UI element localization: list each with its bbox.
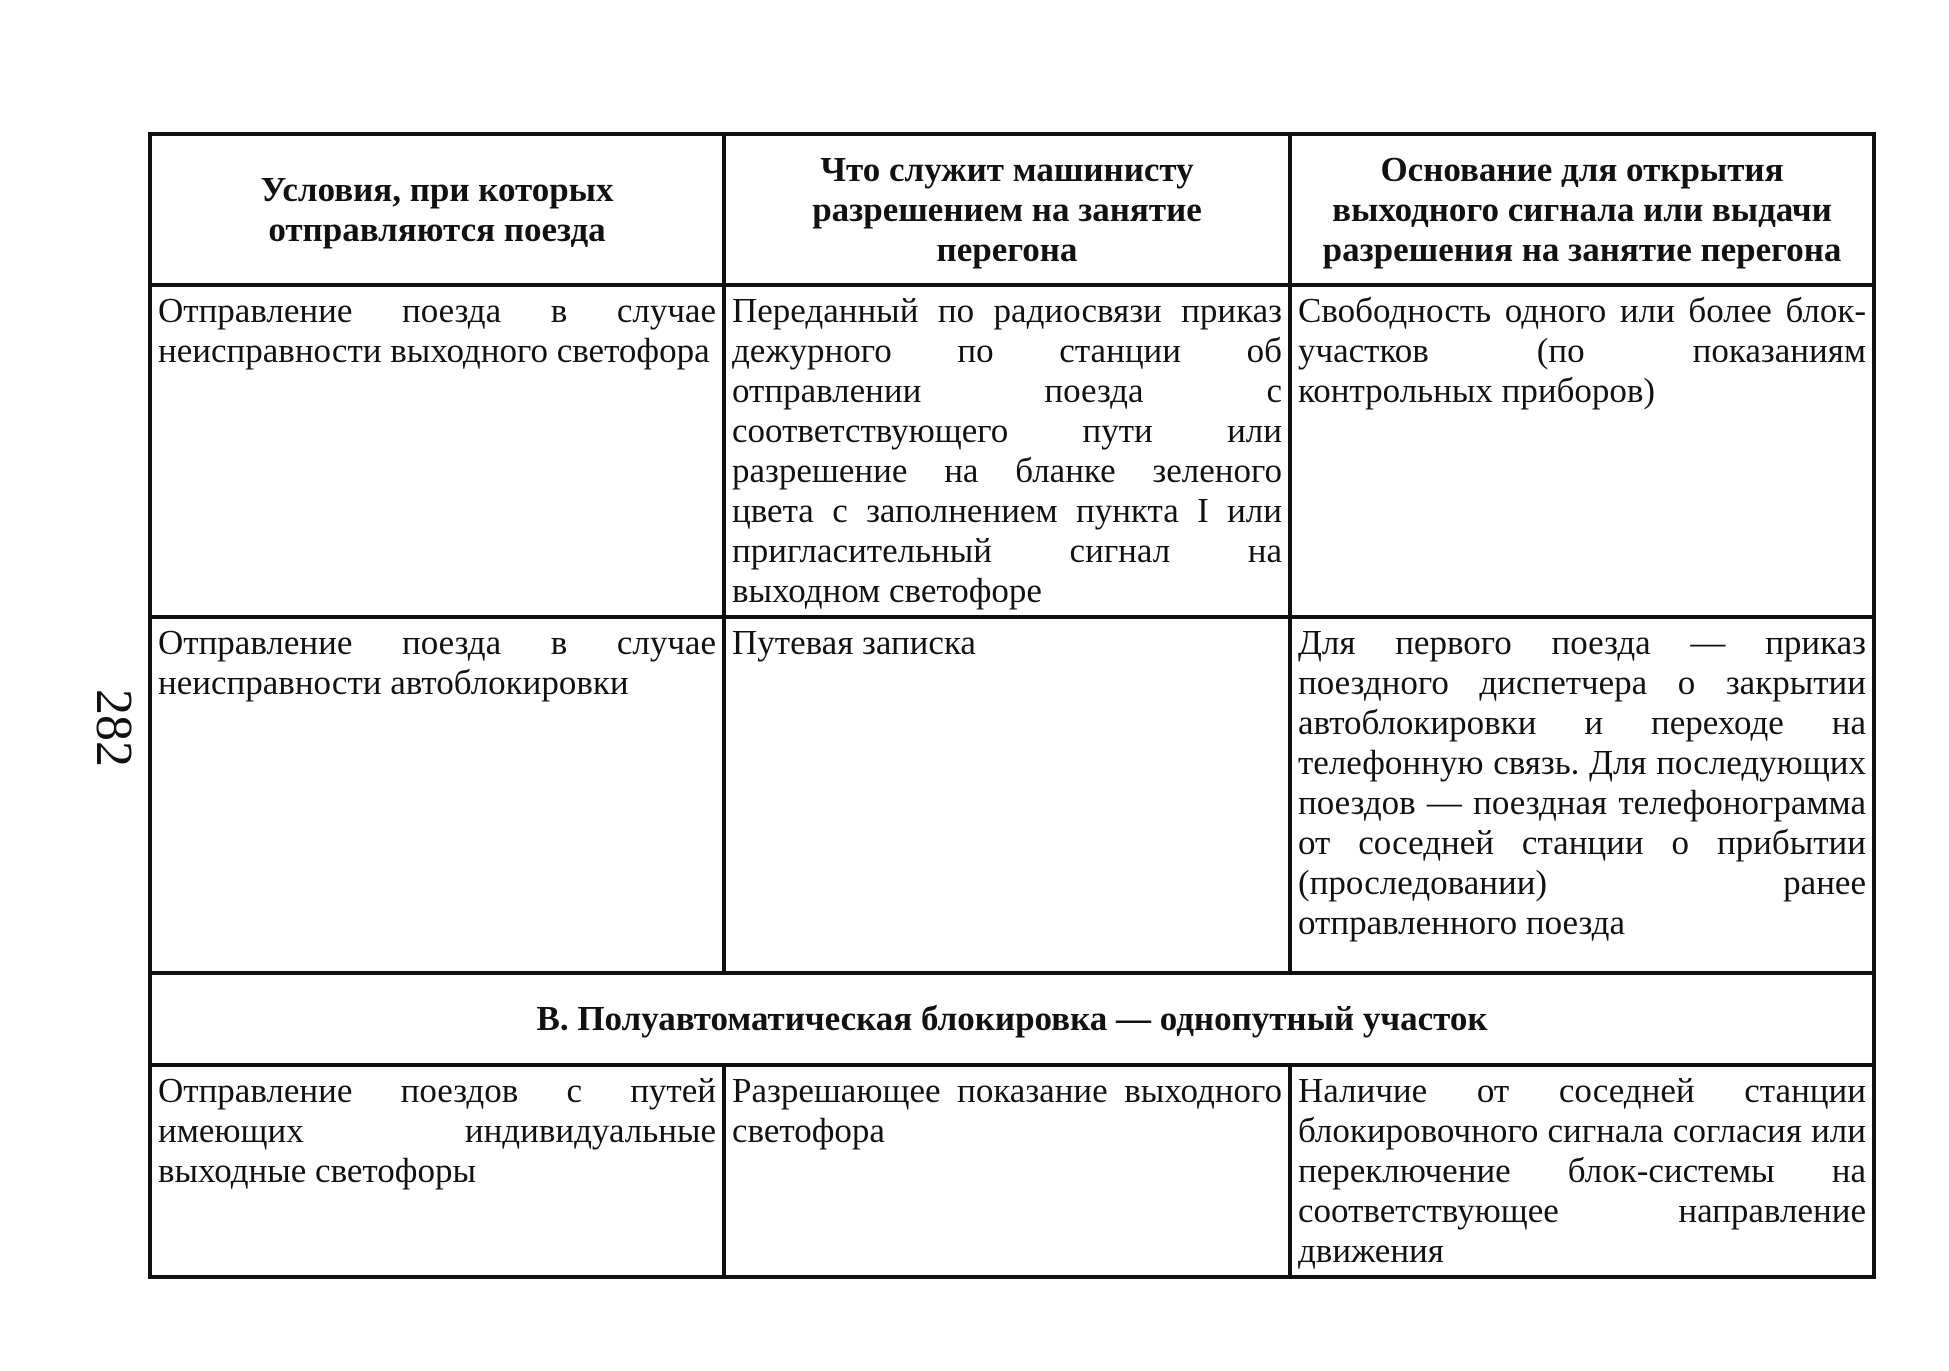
table-cell: Отправление поездов с путей имеющих индивидуальные выходные светофоры — [150, 1065, 724, 1277]
header-cell-conditions: Условия, при которых отправляются поезда — [150, 134, 724, 285]
table-cell: Переданный по радиосвязи приказ дежурного по станции об отправлении поезда с соответствующего пути или разрешение на бланке зеленого цвета с заполнением пункта I или пригласительный сигнал на выходном светофоре — [724, 285, 1290, 617]
table-cell: Для первого поезда — приказ поездного диспетчера о закрытии автоблокировки и переходе на телефонную связь. Для последующих поездов — поездная телефонограмма от соседней станции о прибытии (проследовании) ранее отправленного поезда — [1290, 617, 1874, 973]
table-cell: Путевая записка — [724, 617, 1290, 973]
rules-table — [148, 132, 1876, 1279]
header-cell-permission: Что служит машинисту разрешением на занятие перегона — [724, 134, 1290, 285]
table-cell: Свободность одного или более блок-участков (по показаниям контрольных приборов) — [1290, 285, 1874, 617]
table-cell: Отправление поезда в случае неисправности автоблокировки — [150, 617, 724, 973]
table-cell: Отправление поезда в случае неисправности выходного светофора — [150, 285, 724, 617]
table-row — [150, 1065, 1874, 1277]
page-number: 282 — [85, 689, 142, 767]
header-cell-basis: Основание для открытия выходного сигнала или выдачи разрешения на занятие перегона — [1290, 134, 1874, 285]
section-header-row — [150, 973, 1874, 1065]
section-title: В. Полуавтоматическая блокировка — однопутный участок — [150, 973, 1874, 1065]
table-row — [150, 285, 1874, 617]
table-cell: Наличие от соседней станции блокировочного сигнала согласия или переключение блок-системы на соответствующее направление движения — [1290, 1065, 1874, 1277]
table-cell: Разрешающее показание выходного светофора — [724, 1065, 1290, 1277]
table-header-row — [150, 134, 1874, 285]
table-row — [150, 617, 1874, 973]
